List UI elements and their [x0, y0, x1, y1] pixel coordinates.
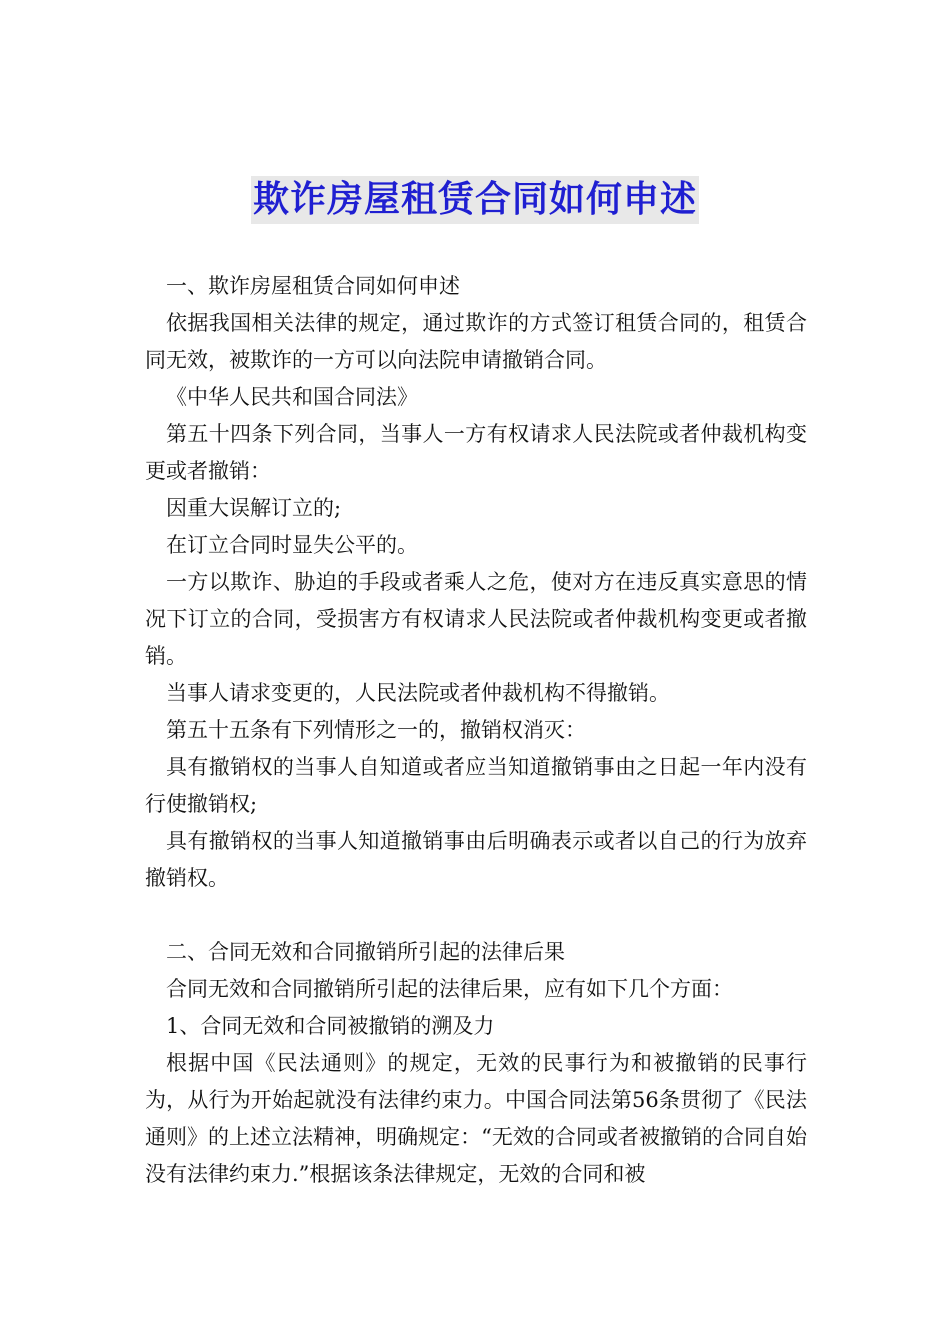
paragraph: 当事人请求变更的，人民法院或者仲裁机构不得撤销。 — [166, 681, 670, 705]
title-container — [0, 176, 950, 224]
paragraph: 根据中国《民法通则》的规定，无效的民事行为和被撤销的民事行为，从行为开始起就没有法律约束力。中国合同法第56条贯彻了《民法通则》的上述立法精神，明确规定：“无效的合同或者被撤销的合同自始没有法律约束力.”根据该条法律规定，无效的合同和被 — [145, 1051, 807, 1186]
paragraph: 具有撤销权的当事人自知道或者应当知道撤销事由之日起一年内没有行使撤销权; — [145, 755, 807, 816]
paragraph: 依据我国相关法律的规定，通过欺诈的方式签订租赁合同的，租赁合同无效，被欺诈的一方可以向法院申请撤销合同。 — [145, 311, 807, 372]
paragraph: 一方以欺诈、胁迫的手段或者乘人之危，使对方在违反真实意思的情况下订立的合同，受损害方有权请求人民法院或者仲裁机构变更或者撤销。 — [145, 570, 807, 668]
paragraph: 第五十四条下列合同，当事人一方有权请求人民法院或者仲裁机构变更或者撤销： — [145, 422, 807, 483]
document-body — [145, 268, 807, 1193]
paragraph: 因重大误解订立的; — [166, 496, 342, 520]
paragraph: 合同无效和合同撤销所引起的法律后果，应有如下几个方面： — [166, 977, 733, 1001]
section-gap — [145, 897, 807, 934]
document-title: 欺诈房屋租赁合同如何申述 — [251, 176, 699, 224]
paragraph: 在订立合同时显失公平的。 — [166, 533, 418, 557]
paragraph: 《中华人民共和国合同法》 — [166, 385, 418, 409]
paragraph: 具有撤销权的当事人知道撤销事由后明确表示或者以自己的行为放弃撤销权。 — [145, 829, 807, 890]
paragraph: 第五十五条有下列情形之一的，撤销权消灭： — [166, 718, 586, 742]
subheading: 1、合同无效和合同被撤销的溯及力 — [166, 1014, 495, 1038]
section-1-heading: 一、欺诈房屋租赁合同如何申述 — [166, 274, 460, 298]
section-2-heading: 二、合同无效和合同撤销所引起的法律后果 — [166, 940, 565, 964]
